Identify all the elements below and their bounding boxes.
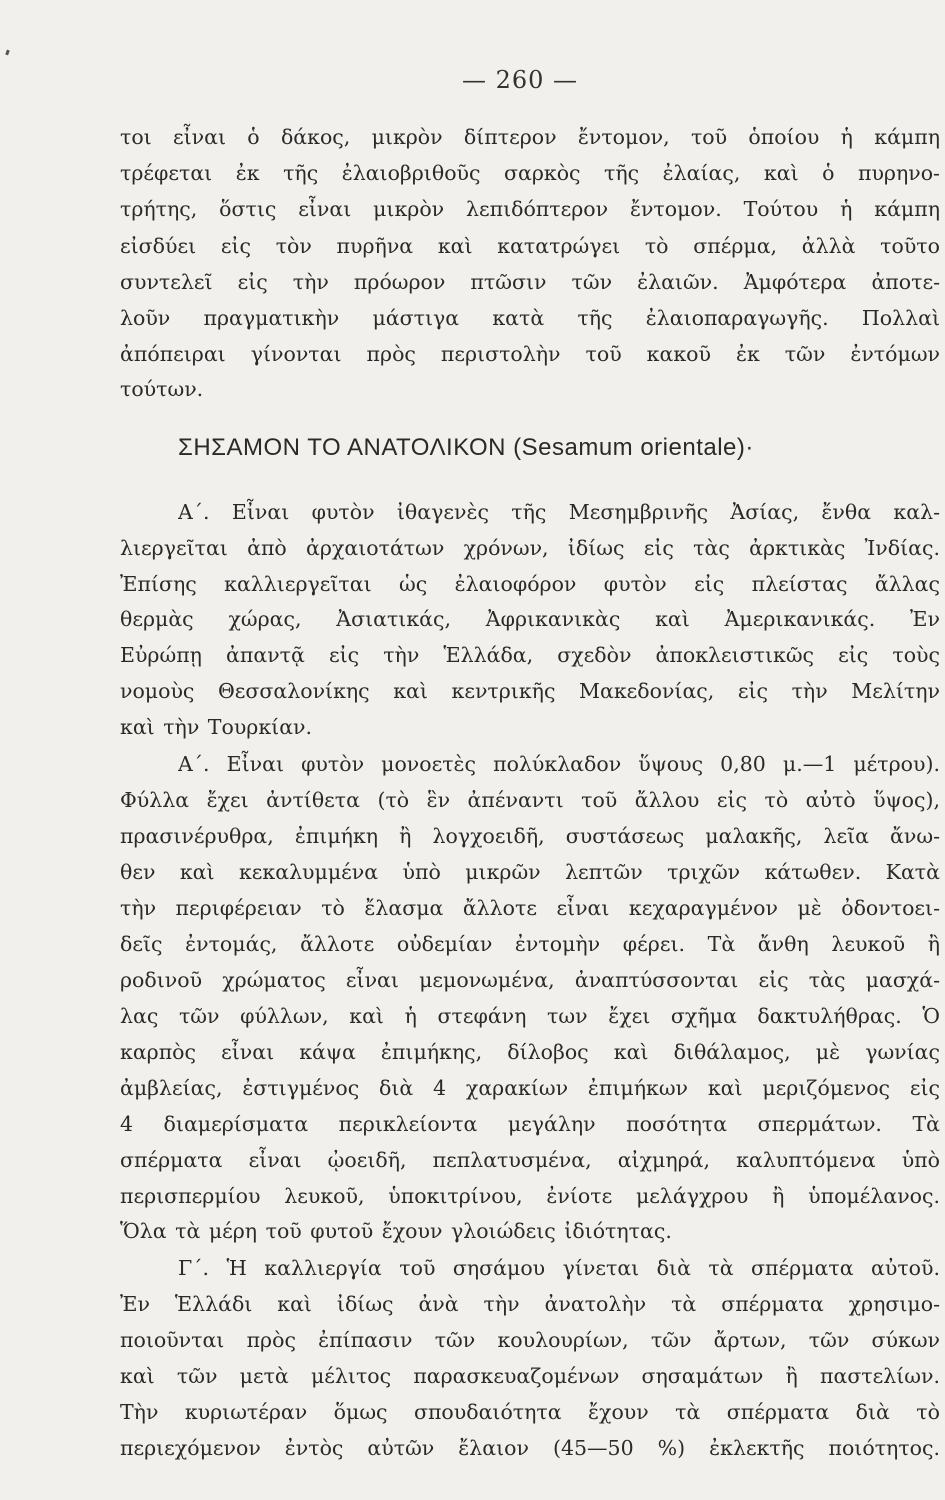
section-heading: ΣΗΣΑΜΟΝ ΤΟ ΑΝΑΤΟΛΙΚΟΝ (Sesamum orientale)· — [178, 434, 754, 461]
text-line: περισπερμίου λευκοῦ, ὑποκιτρίνου, ἐνίοτε μελάγχρου ἢ ὑπομέλανος. — [120, 1184, 940, 1208]
text-line: λοῦν πραγματικὴν μάστιγα κατὰ τῆς ἐλαιοπαραγωγῆς. Πολλαὶ — [120, 306, 940, 330]
text-line: Ἐπίσης καλλιεργεῖται ὡς ἐλαιοφόρον φυτὸν εἰς πλείστας ἄλλας — [120, 572, 940, 596]
text-line: δεῖς ἐντομάς, ἄλλοτε οὐδεμίαν ἐντομὴν φέρει. Τὰ ἄνθη λευκοῦ ἢ — [120, 932, 940, 956]
text-line: εἰσδύει εἰς τὸν πυρῆνα καὶ κατατρώγει τὸ σπέρμα, ἀλλὰ τοῦτο — [120, 234, 940, 258]
text-line: σπέρματα εἶναι ᾠοειδῆ, πεπλατυσμένα, αἰχμηρά, καλυπτόμενα ὑπὸ — [120, 1148, 940, 1172]
page-number: — 260 — — [461, 66, 579, 94]
text-line: πρασινέρυθρα, ἐπιμήκη ἢ λογχοειδῆ, συστάσεως μαλακῆς, λεῖα ἄνω- — [120, 824, 940, 848]
text-line: ροδινοῦ χρώματος εἶναι μεμονωμένα, ἀναπτύσσονται εἰς τὰς μασχά- — [120, 968, 940, 992]
text-line: Τὴν κυριωτέραν ὅμως σπουδαιότητα ἔχουν τὰ σπέρματα διὰ τὸ — [120, 1400, 940, 1424]
text-line: καὶ τὴν Τουρκίαν. — [120, 715, 313, 739]
text-line: Ἐν Ἑλλάδι καὶ ἰδίως ἀνὰ τὴν ἀνατολὴν τὰ σπέρματα χρησιμο- — [120, 1292, 940, 1316]
text-line: νομοὺς Θεσσαλονίκης καὶ κεντρικῆς Μακεδονίας, εἰς τὴν Μελίτην — [120, 679, 940, 703]
text-line: τούτων. — [120, 377, 204, 401]
text-line: περιεχόμενον ἐντὸς αὐτῶν ἔλαιον (45—50 %) ἐκλεκτῆς ποιότητος. — [120, 1436, 940, 1460]
text-line: Εὐρώπῃ ἀπαντᾷ εἰς τὴν Ἑλλάδα, σχεδὸν ἀποκλειστικῶς εἰς τοὺς — [120, 643, 940, 667]
text-line: θεν καὶ κεκαλυμμένα ὑπὸ μικρῶν λεπτῶν τριχῶν κάτωθεν. Κατὰ — [120, 860, 940, 884]
text-line: Α΄. Εἶναι φυτὸν μονοετὲς πολύκλαδον ὕψους 0,80 μ.—1 μέτρου). — [178, 752, 940, 776]
text-line: ἀπόπειραι γίνονται πρὸς περιστολὴν τοῦ κακοῦ ἐκ τῶν ἐντόμων — [120, 342, 940, 366]
text-line: λιεργεῖται ἀπὸ ἀρχαιοτάτων χρόνων, ἰδίως εἰς τὰς ἀρκτικὰς Ἰνδίας. — [120, 536, 940, 560]
text-line: 4 διαμερίσματα περικλείοντα μεγάλην ποσότητα σπερμάτων. Τὰ — [120, 1112, 940, 1136]
text-line: καὶ τῶν μετὰ μέλιτος παρασκευαζομένων σησαμάτων ἢ παστελίων. — [120, 1364, 940, 1388]
text-line: τὴν περιφέρειαν τὸ ἔλασμα ἄλλοτε εἶναι κεχαραγμένον μὲ ὀδοντοει- — [120, 896, 940, 920]
text-line: συντελεῖ εἰς τὴν πρόωρον πτῶσιν τῶν ἐλαιῶν. Ἀμφότερα ἀποτε- — [120, 270, 940, 294]
text-line: τρήτης, ὅστις εἶναι μικρὸν λεπιδόπτερον ἔντομον. Τούτου ἡ κάμπη — [120, 197, 940, 221]
text-line: καρπὸς εἶναι κάψα ἐπιμήκης, δίλοβος καὶ διθάλαμος, μὲ γωνίας — [120, 1040, 940, 1064]
text-line: ἀμβλείας, ἐστιγμένος διὰ 4 χαρακίων ἐπιμήκων καὶ μεριζόμενος εἰς — [120, 1076, 940, 1100]
text-line: Α΄. Εἶναι φυτὸν ἰθαγενὲς τῆς Μεσημβρινῆς Ἀσίας, ἔνθα καλ- — [178, 500, 940, 524]
corner-ink-mark — [5, 50, 10, 56]
text-line: ποιοῦνται πρὸς ἐπίπασιν τῶν κουλουρίων, τῶν ἄρτων, τῶν σύκων — [120, 1328, 940, 1352]
text-line: Γ΄. Ἡ καλλιεργία τοῦ σησάμου γίνεται διὰ τὰ σπέρματα αὐτοῦ. — [178, 1256, 940, 1280]
text-line: τοι εἶναι ὁ δάκος, μικρὸν δίπτερον ἔντομον, τοῦ ὁποίου ἡ κάμπη — [120, 125, 940, 149]
text-line: θερμὰς χώρας, Ἀσιατικάς, Ἀφρικανικὰς καὶ Ἀμερικανικάς. Ἐν — [120, 607, 940, 631]
text-line: τρέφεται ἐκ τῆς ἐλαιοβριθοῦς σαρκὸς τῆς ἐλαίας, καὶ ὁ πυρηνο- — [120, 161, 940, 185]
text-line: Φύλλα ἔχει ἀντίθετα (τὸ ἓν ἀπέναντι τοῦ ἄλλου εἰς τὸ αὐτὸ ὕψος), — [120, 788, 940, 812]
text-line: Ὅλα τὰ μέρη τοῦ φυτοῦ ἔχουν γλοιώδεις ἰδιότητας. — [120, 1219, 672, 1243]
text-line: λας τῶν φύλλων, καὶ ἡ στεφάνη των ἔχει σχῆμα δακτυλήθρας. Ὁ — [120, 1004, 940, 1028]
